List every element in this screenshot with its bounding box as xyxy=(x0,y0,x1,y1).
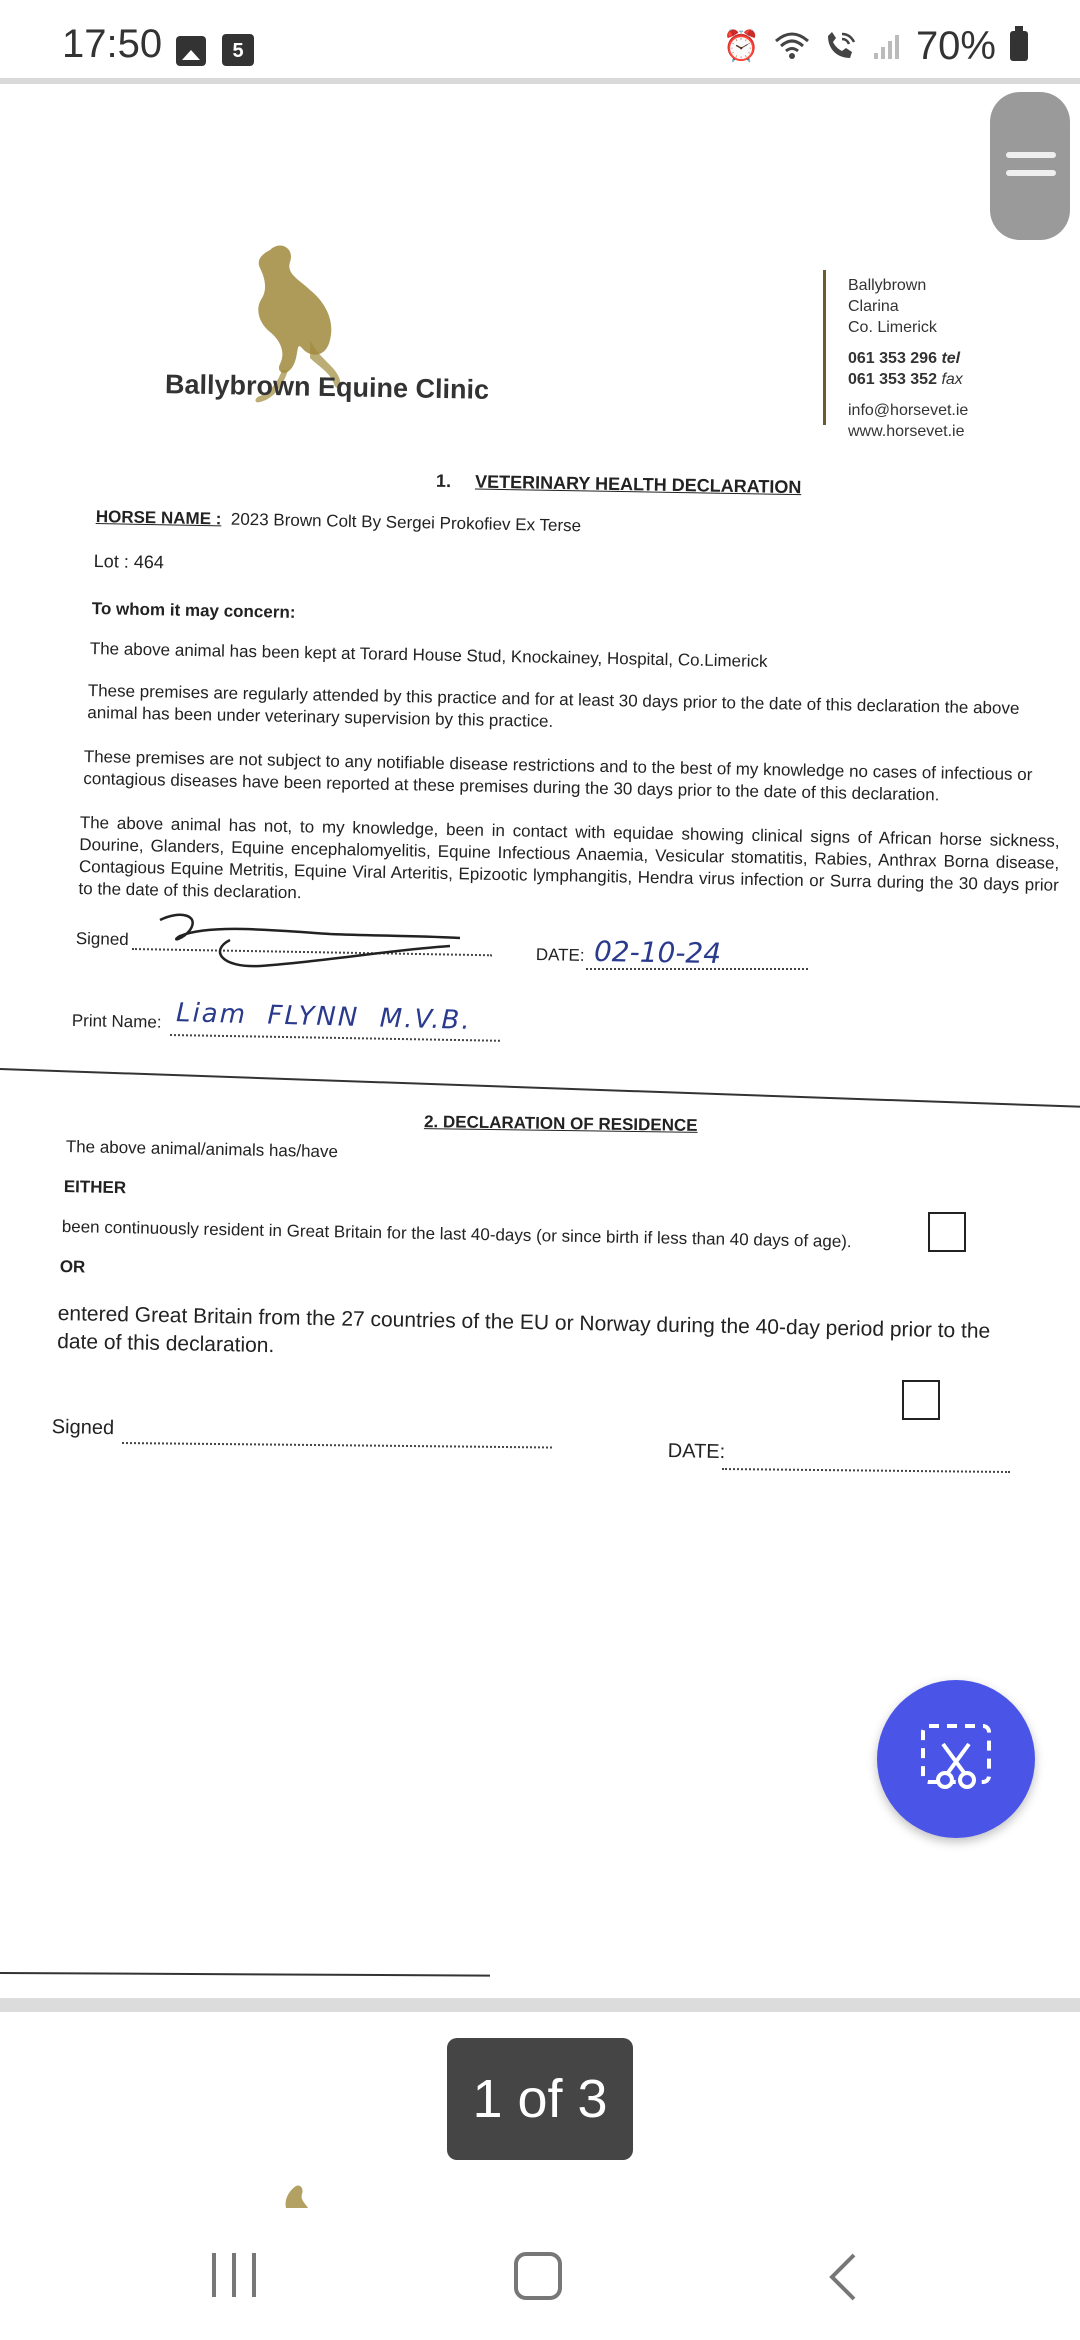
status-time: 17:50 xyxy=(62,22,163,66)
lot-number: Lot : 464 xyxy=(93,550,165,573)
option-resident: been continuously resident in Great Britain for the last 40-days (or since birth if less than 40 days of age). xyxy=(61,1216,852,1252)
paragraph-no-contact: The above animal has not, to my knowledge, been in contact with equidae showing clinical signs of African horse sickness, Dourine, Glanders, Equine encephalomyelitis, Equine Infectious Anaemia, Vesicular stomatitis, Rabies, Anthrax Borna disease, Contagious Equine Metritis, Equine Viral Arteritis, Epizootic lymphangitis, Hendra virus infection or Surra during the 30 days prior to the date of this declaration. xyxy=(78,812,1060,903)
either-label: EITHER xyxy=(63,1176,127,1198)
print-name-handwritten: Liam FLYNN M.V.B. xyxy=(175,998,472,1036)
handle-bar xyxy=(1006,152,1056,158)
page-indicator: 1 of 3 xyxy=(447,2038,633,2160)
next-page-logo-icon xyxy=(278,2180,312,2210)
side-menu-handle[interactable] xyxy=(990,92,1070,240)
status-bar xyxy=(0,0,1080,80)
paragraph-kept-at: The above animal has been kept at Torard House Stud, Knockainey, Hospital, Co.Limerick xyxy=(89,638,768,672)
smart-select-button[interactable] xyxy=(877,1680,1035,1838)
wifi-icon xyxy=(774,31,810,61)
paragraph-attended: These premises are regularly attended by this practice and for at least 30 days prior to the date of this declaration the above animal has been under veterinary supervision by this practice. xyxy=(87,680,1020,731)
option-resident-checkbox[interactable] xyxy=(928,1212,966,1252)
option-entered: entered Great Britain from the 27 countries of the EU or Norway during the 40-day period prior to the date of this declaration. xyxy=(56,1301,991,1358)
print-name-label: Print Name: xyxy=(71,1010,162,1032)
calendar-icon: 5 xyxy=(222,34,254,66)
signed-label: Signed xyxy=(75,928,129,950)
date-handwritten: 02-10-24 xyxy=(593,934,722,971)
address-line: Clarina xyxy=(848,298,899,315)
telephone: 061 353 296 tel xyxy=(848,350,961,367)
or-label: OR xyxy=(59,1256,86,1277)
date-label: DATE: xyxy=(535,944,585,965)
clinic-name: Ballybrown Equine Clinic xyxy=(164,369,490,405)
section2-date-label: DATE: xyxy=(667,1440,726,1464)
battery-percent: 70% xyxy=(915,23,996,68)
section2-title: 2. DECLARATION OF RESIDENCE xyxy=(423,1112,698,1135)
alarm-icon: ⏰ xyxy=(722,29,760,63)
section2-intro: The above animal/animals has/have xyxy=(65,1136,339,1162)
signal-icon xyxy=(872,31,902,61)
fax: 061 353 352 fax xyxy=(848,371,963,388)
page-separator xyxy=(0,1998,1080,2012)
option-entered-checkbox[interactable] xyxy=(902,1380,940,1420)
paragraph-no-restrictions: These premises are not subject to any notifiable disease restrictions and to the best of my knowledge no cases of infectious or contagious diseases have been reported at these premises during the 30 days prior to the date of this declaration. xyxy=(83,746,1033,805)
address-line: Ballybrown xyxy=(848,277,927,294)
wifi-call-icon xyxy=(824,30,858,62)
address-divider xyxy=(823,270,826,425)
status-icons xyxy=(722,23,1028,68)
salutation: To whom it may concern: xyxy=(91,598,296,622)
section2-signed-label: Signed xyxy=(51,1416,115,1440)
gallery-icon xyxy=(176,36,206,66)
handle-bar xyxy=(1006,170,1056,176)
battery-icon xyxy=(1010,31,1028,61)
address-line: Co. Limerick xyxy=(848,319,937,336)
email: info@horsevet.ie xyxy=(848,402,969,419)
clinic-address-block xyxy=(848,275,968,442)
recents-button[interactable] xyxy=(212,2253,258,2297)
website: www.horsevet.ie xyxy=(848,423,965,440)
back-button[interactable] xyxy=(828,2253,858,2301)
home-button[interactable] xyxy=(514,2252,562,2300)
signature-scribble xyxy=(150,900,470,980)
horse-name-line: HORSE NAME : 2023 Brown Colt By Sergei Prokofiev Ex Terse xyxy=(95,506,582,536)
section1-title: 1. VETERINARY HEALTH DECLARATION xyxy=(435,470,802,498)
scissors-capture-icon xyxy=(919,1722,993,1796)
